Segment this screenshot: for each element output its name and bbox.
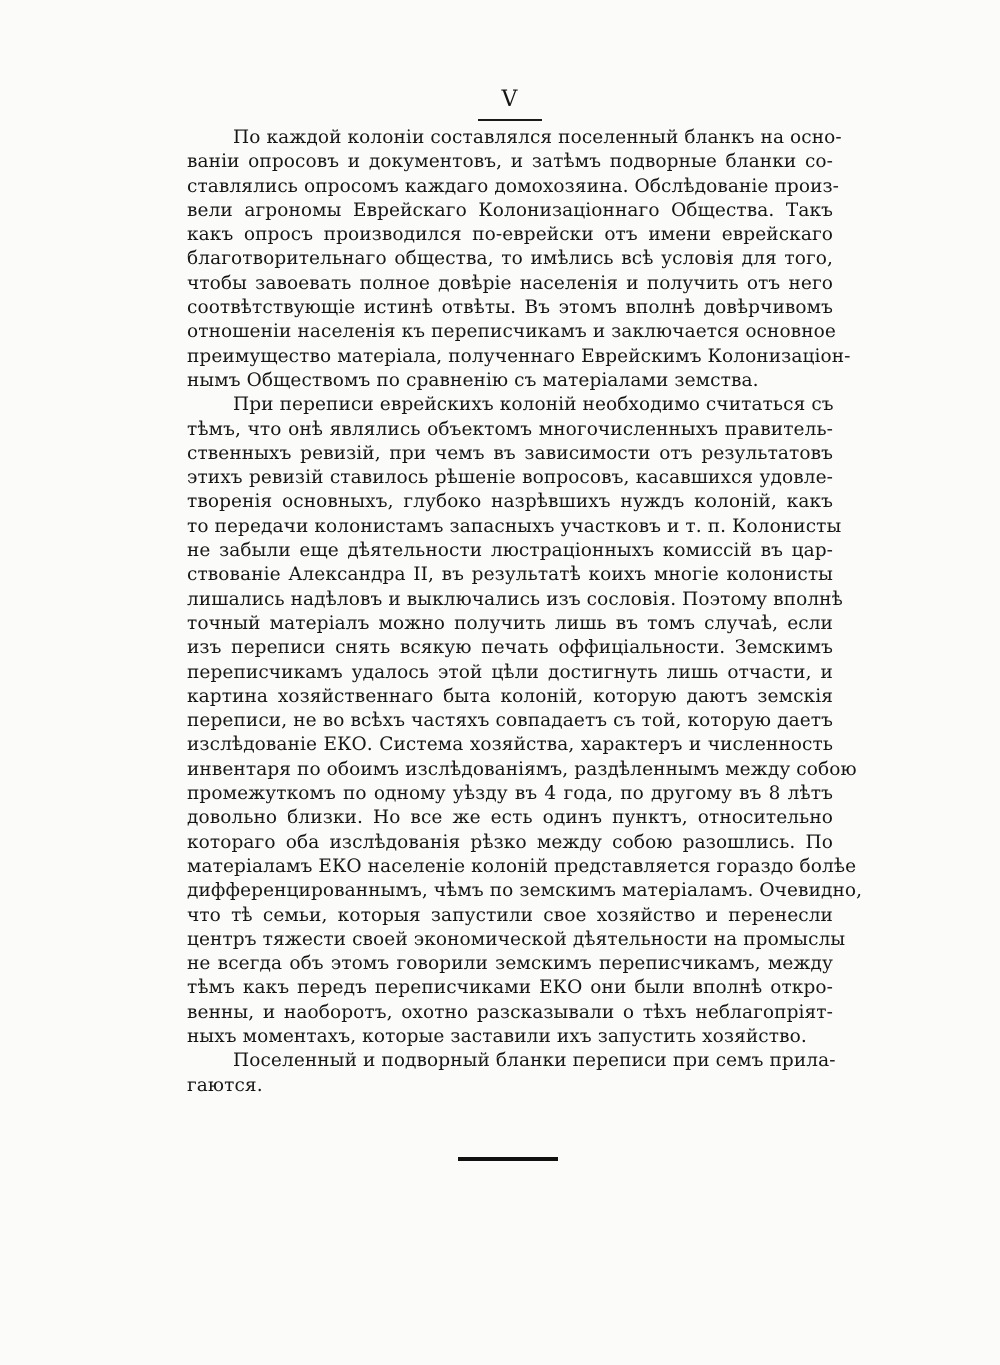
text-line: промежуткомъ по одному уѣзду въ 4 года, по другому въ 8 лѣтъ xyxy=(187,783,833,805)
text-line: благотворительнаго общества, то имѣлись всѣ условія для того, xyxy=(187,248,833,270)
text-line: изъ переписи снять всякую печать оффиціальности. Земскимъ xyxy=(187,637,833,659)
text-line: творенія основныхъ, глубоко назрѣвшихъ нуждъ колоній, какъ xyxy=(187,491,833,513)
text-line: переписи, не во всѣхъ частяхъ совпадаетъ съ той, которую даетъ xyxy=(187,710,833,732)
text-line: ваніи опросовъ и документовъ, и затѣмъ подворные бланки со- xyxy=(187,151,833,173)
text-line: При переписи еврейскихъ колоній необходимо считаться съ xyxy=(233,394,834,416)
text-line: ставлялись опросомъ каждаго домохозяина. Обслѣдованіе произ- xyxy=(187,175,840,197)
text-line: тѣмъ какъ передъ переписчиками ЕКО они были вполнѣ откро- xyxy=(187,977,833,999)
text-line: довольно близки. Но все же есть одинъ пунктъ, относительно xyxy=(187,807,833,829)
text-line: По каждой колоніи составлялся поселенный бланкъ на осно- xyxy=(233,127,842,148)
text-line: центръ тяжести своей экономической дѣятельности на промыслы xyxy=(187,928,846,950)
text-line: инвентаря по обоимъ изслѣдованіямъ, раздѣленнымъ между собою xyxy=(187,758,857,780)
page-number: V xyxy=(501,87,519,112)
text-line: то передачи колонистамъ запасныхъ участковъ и т. п. Колонисты xyxy=(187,515,842,537)
text-line: что тѣ семьи, которыя запустили свое хозяйство и перенесли xyxy=(187,904,833,926)
text-line: отношеніи населенія къ переписчикамъ и заключается основное xyxy=(187,321,836,343)
text-line: гаются. xyxy=(187,1074,263,1096)
text-line: нымъ Обществомъ по сравненію съ матеріалами земства. xyxy=(187,369,759,391)
text-line: ствованіе Александра II, въ результатѣ коихъ многіе колонисты xyxy=(187,564,833,586)
text-line: переписчикамъ удалось этой цѣли достигнуть лишь отчасти, и xyxy=(187,661,833,683)
text-line: чтобы завоевать полное довѣріе населенія и получить отъ него xyxy=(187,272,833,294)
closing-rule xyxy=(458,1157,558,1161)
text-line: тѣмъ, что онѣ являлись объектомъ многочисленныхъ правитель- xyxy=(187,418,833,440)
text-line: точный матеріалъ можно получить лишь въ томъ случаѣ, если xyxy=(187,612,833,634)
paragraph-1 xyxy=(187,126,851,393)
text-line: матеріаламъ ЕКО населеніе колоній представляется гораздо болѣе xyxy=(187,855,857,877)
text-line: ственныхъ ревизій, при чемъ въ зависимости отъ результатовъ xyxy=(187,442,833,464)
text-line: не всегда объ этомъ говорили земскимъ переписчикамъ, между xyxy=(187,953,833,975)
paragraph-3 xyxy=(187,1049,836,1098)
text-line: изслѣдованіе ЕКО. Система хозяйства, характеръ и численность xyxy=(187,734,833,756)
text-line: Поселенный и подворный бланки переписи при семъ прила- xyxy=(233,1050,836,1072)
text-line: какъ опросъ производился по-еврейски отъ имени еврейскаго xyxy=(187,224,833,246)
text-line: лишались надѣловъ и выключались изъ сословія. Поэтому вполнѣ xyxy=(187,588,843,610)
text-line: соотвѣтствующіе истинѣ отвѣты. Въ этомъ вполнѣ довѣрчивомъ xyxy=(187,297,833,319)
text-line: не забыли еще дѣятельности люстраціонныхъ комиссій въ цар- xyxy=(187,540,833,562)
text-line: дифференцированнымъ, чѣмъ по земскимъ матеріаламъ. Очевидно, xyxy=(187,880,863,902)
page-number-underline xyxy=(478,119,542,121)
paragraph-2 xyxy=(187,393,863,1049)
text-line: картина хозяйственнаго быта колоній, которую даютъ земскія xyxy=(187,685,833,707)
text-line: ныхъ моментахъ, которые заставили ихъ запустить хозяйство. xyxy=(187,1025,807,1047)
text-line: этихъ ревизій ставилось рѣшеніе вопросовъ, касавшихся удовле- xyxy=(187,467,833,489)
text-line: венны, и наоборотъ, охотно разсказывали о тѣхъ неблагопріят- xyxy=(187,1001,833,1023)
text-line: преимущество матеріала, полученнаго Еврейскимъ Колонизаціон- xyxy=(187,345,851,367)
body-text xyxy=(187,126,863,1098)
text-line: котораго оба изслѣдованія рѣзко между собою разошлись. По xyxy=(187,831,833,853)
text-line: вели агрономы Еврейскаго Колонизаціоннаго Общества. Такъ xyxy=(187,199,833,221)
